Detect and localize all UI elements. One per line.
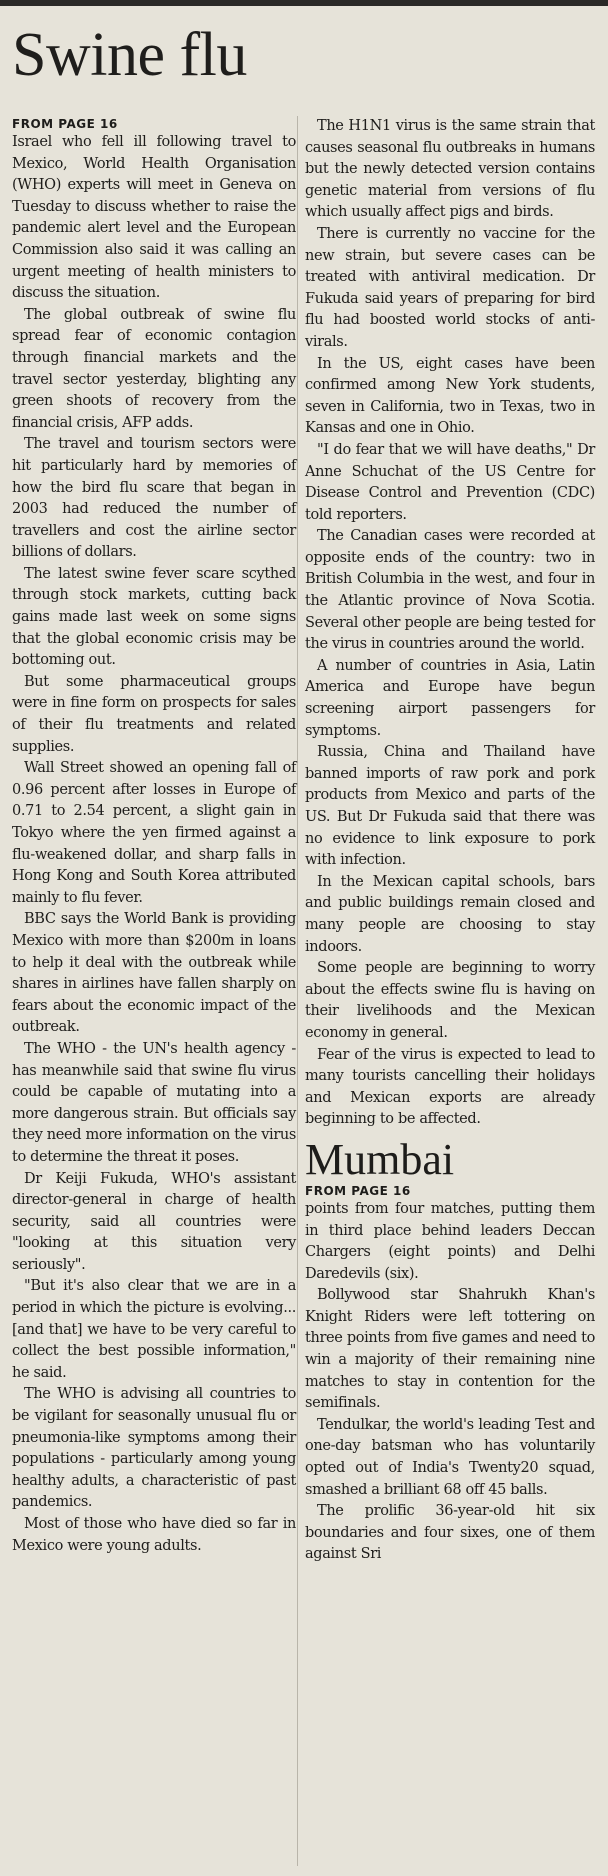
paragraph: The latest swine fever scare scythed through stock markets, cutting back gains made last week on some signs that the global economic crisis may be bottoming out.	[12, 565, 296, 669]
paragraph: The Canadian cases were recorded at opposite ends of the country: two in British Columbia in the west, and four in the Atlantic province of Nova Scotia. Several other people are being tested for the virus in countries around the world.	[305, 528, 595, 653]
paragraph: The H1N1 virus is the same strain that causes seasonal flu outbreaks in humans but the newly detected version contains genetic material from versions of flu which usually affect pigs and birds.	[305, 118, 595, 221]
paragraph: "But it's also clear that we are in a period in which the picture is evolving... [and that] we have to be very careful to collect the best possible information," he said.	[12, 1278, 296, 1381]
paragraph: But some pharmaceutical groups were in fine form on prospects for sales of their flu treatments and related supplies.	[12, 673, 296, 755]
paragraph: The prolific 36-year-old hit six boundaries and four sixes, one of them against Sri	[305, 1503, 595, 1563]
paragraph: BBC says the World Bank is providing Mexico with more than $200m in loans to help it deal with the outbreak while shares in airlines have fallen sharply on fears about the economic impact of the outbreak.	[12, 911, 296, 1036]
column-divider	[297, 116, 298, 1866]
kicker: FROM PAGE 16	[12, 117, 118, 131]
paragraph: "I do fear that we will have deaths," Dr Anne Schuchat of the US Centre for Disease Control and Prevention (CDC) told reporters.	[305, 441, 595, 523]
paragraph: In the US, eight cases have been confirmed among New York students, seven in California, two in Texas, two in Kansas and one in Ohio.	[305, 355, 595, 437]
article-body-right	[305, 116, 595, 1131]
paragraph: The WHO is advising all countries to be vigilant for seasonally unusual flu or pneumonia-like symptoms among their populations - particularly among young healthy adults, a characteristic of past pandemics.	[12, 1386, 296, 1511]
paragraph: Most of those who have died so far in Mexico were young adults.	[12, 1516, 296, 1554]
paragraph: points from four matches, putting them in third place behind leaders Deccan Chargers (eight points) and Delhi Daredevils (six).	[305, 1200, 595, 1282]
paragraph: Dr Keiji Fukuda, WHO's assistant director-general in charge of health security, said all countries were "looking at this situation very seriously".	[12, 1170, 296, 1273]
paragraph: Bollywood star Shahrukh Khan's Knight Riders were left tottering on three points from five games and need to win a majority of their remaining nine matches to stay in contention for the semifinals.	[305, 1287, 595, 1412]
paragraph: In the Mexican capital schools, bars and public buildings remain closed and many people are choosing to stay indoors.	[305, 873, 595, 955]
paragraph: The global outbreak of swine flu spread fear of economic contagion through financial markets and the travel sector yesterday, blighting any green shoots of recovery from the financial crisis, AFP adds.	[12, 306, 296, 431]
second-article-body	[305, 1199, 595, 1566]
paragraph: Fear of the virus is expected to lead to many tourists cancelling their holidays and Mexican exports are already beginning to be affected.	[305, 1046, 595, 1128]
paragraph: Some people are beginning to worry about the effects swine flu is having on their livelihoods and the Mexican economy in general.	[305, 960, 595, 1041]
paragraph: A number of countries in Asia, Latin America and Europe have begun screening airport passengers for symptoms.	[305, 657, 595, 739]
second-kicker: FROM PAGE 16	[305, 1183, 411, 1198]
paragraph: Russia, China and Thailand have banned imports of raw pork and pork products from Mexico and parts of the US. But Dr Fukuda said that there was no evidence to link exposure to pork with infection.	[305, 744, 595, 869]
paragraph: Tendulkar, the world's leading Test and one-day batsman who has voluntarily opted out of India's Twenty20 squad, smashed a brilliant 68 off 45 balls.	[305, 1416, 595, 1498]
article-body-left	[12, 132, 296, 1557]
paragraph: The travel and tourism sectors were hit particularly hard by memories of how the bird flu scare that began in 2003 had reduced the number of travellers and cost the airline sector billions of dollars.	[12, 436, 296, 561]
column-right	[305, 116, 595, 1566]
paragraph: There is currently no vaccine for the new strain, but severe cases can be treated with antiviral medication. Dr Fukuda said years of preparing for bird flu had boosted world stocks of anti-virals.	[305, 225, 595, 350]
paragraph: Israel who fell ill following travel to Mexico, World Health Organisation (WHO) experts will meet in Geneva on Tuesday to discuss whether to raise the pandemic alert level and the European Commission also said it was calling an urgent meeting of health ministers to discuss the situation.	[12, 134, 296, 302]
second-headline: Mumbai	[305, 1134, 455, 1184]
top-rule	[0, 0, 608, 6]
column-left	[12, 116, 296, 1557]
paragraph: Wall Street showed an opening fall of 0.96 percent after losses in Europe of 0.71 to 2.54 percent, a slight gain in Tokyo where the yen firmed against a flu-weakened dollar, and sharp falls in Hong Kong and South Korea attributed mainly to flu fever.	[12, 760, 296, 906]
headline: Swine flu	[12, 21, 247, 89]
paragraph: The WHO - the UN's health agency - has meanwhile said that swine flu virus could be capable of mutating into a more dangerous strain. But officials say they need more information on the virus to determine the threat it poses.	[12, 1040, 297, 1165]
